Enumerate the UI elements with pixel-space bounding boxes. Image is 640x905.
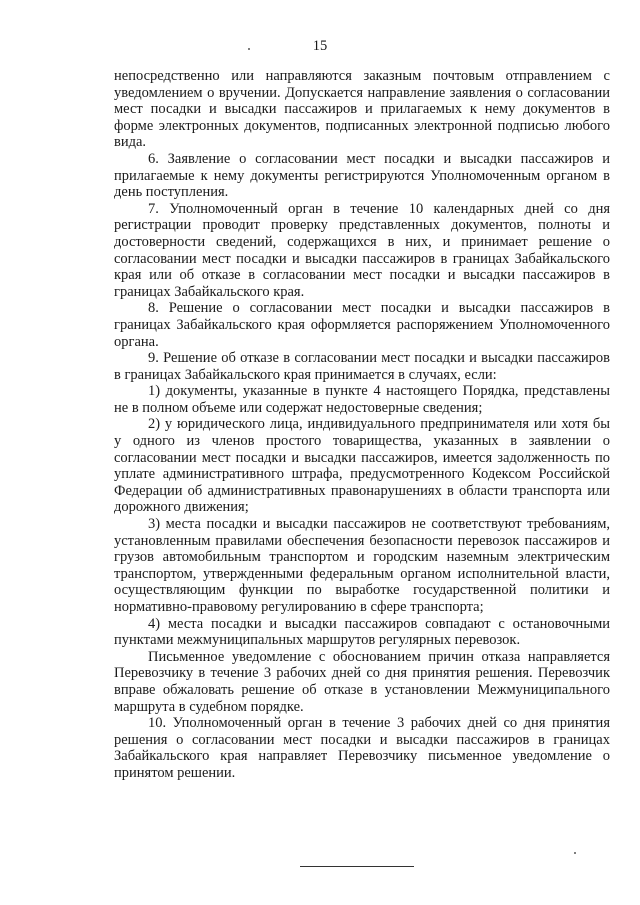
- document-body: [114, 68, 610, 782]
- paragraph-item-6: 6. Заявление о согласовании мест посадки и высадки пассажиров и прилагаемые к нему документы регистрируются Уполномоченным органом в день поступления.: [114, 150, 610, 201]
- page-number: 15: [312, 38, 328, 54]
- paragraph-continuation: непосредственно или направляются заказным почтовым отправлением с уведомлением о вручении. Допускается направление заявления о согласовании мест посадки и высадки пассажиров и прилагаемых к нему документов в форме электронных документов, подписанных электронной подписью любого вида.: [114, 68, 610, 151]
- scan-speck: [248, 48, 250, 50]
- end-divider-line: [300, 866, 414, 867]
- paragraph-subitem-4: 4) места посадки и высадки пассажиров совпадают с остановочными пунктами межмуниципальных маршрутов регулярных перевозок.: [114, 615, 610, 649]
- scan-speck: [574, 852, 576, 854]
- paragraph-item-7: 7. Уполномоченный орган в течение 10 календарных дней со дня регистрации проводит проверку представленных документов, полноты и достоверности сведений, содержащихся в них, и принимает решение о согласовании мест посадки и высадки пассажиров в границах Забайкальского края или об отказе в согласовании мест посадки и высадки пассажиров в границах Забайкальского края.: [114, 200, 610, 300]
- paragraph-subitem-2: 2) у юридического лица, индивидуального предпринимателя или хотя бы у одного из членов простого товарищества, указанных в заявлении о согласовании мест посадки и высадки пассажиров, имеется задолженность по уплате административного штрафа, предусмотренного Кодексом Российской Федерации об административных правонарушениях в области транспорта или дорожного движения;: [114, 416, 610, 516]
- paragraph-item-8: 8. Решение о согласовании мест посадки и высадки пассажиров в границах Забайкальского края оформляется распоряжением Уполномоченного органа.: [114, 300, 610, 350]
- paragraph-item-10: 10. Уполномоченный орган в течение 3 рабочих дней со дня принятия решения о согласовании мест посадки и высадки пассажиров в границах Забайкальского края направляет Перевозчику письменное уведомление о принятом решении.: [114, 715, 610, 781]
- paragraph-item-9: 9. Решение об отказе в согласовании мест посадки и высадки пассажиров в границах Забайкальского края принимается в случаях, если:: [114, 350, 610, 383]
- paragraph-subitem-3: 3) места посадки и высадки пассажиров не соответствуют требованиям, установленным правилами обеспечения безопасности перевозок пассажиров и грузов автомобильным транспортом и городским наземным электрическим транспортом, утвержденными федеральным органом исполнительной власти, осуществляющим функции по выработке государственной политики и нормативно-правовому регулированию в сфере транспорта;: [114, 516, 610, 615]
- paragraph-subitem-1: 1) документы, указанные в пункте 4 настоящего Порядка, представлены не в полном объеме или содержат недостоверные сведения;: [114, 383, 610, 416]
- paragraph-notice: Письменное уведомление с обоснованием причин отказа направляется Перевозчику в течение 3 рабочих дней со дня принятия решения. Перевозчик вправе обжаловать решение об отказе в установлении Межмуниципального маршрута в судебном порядке.: [114, 648, 610, 715]
